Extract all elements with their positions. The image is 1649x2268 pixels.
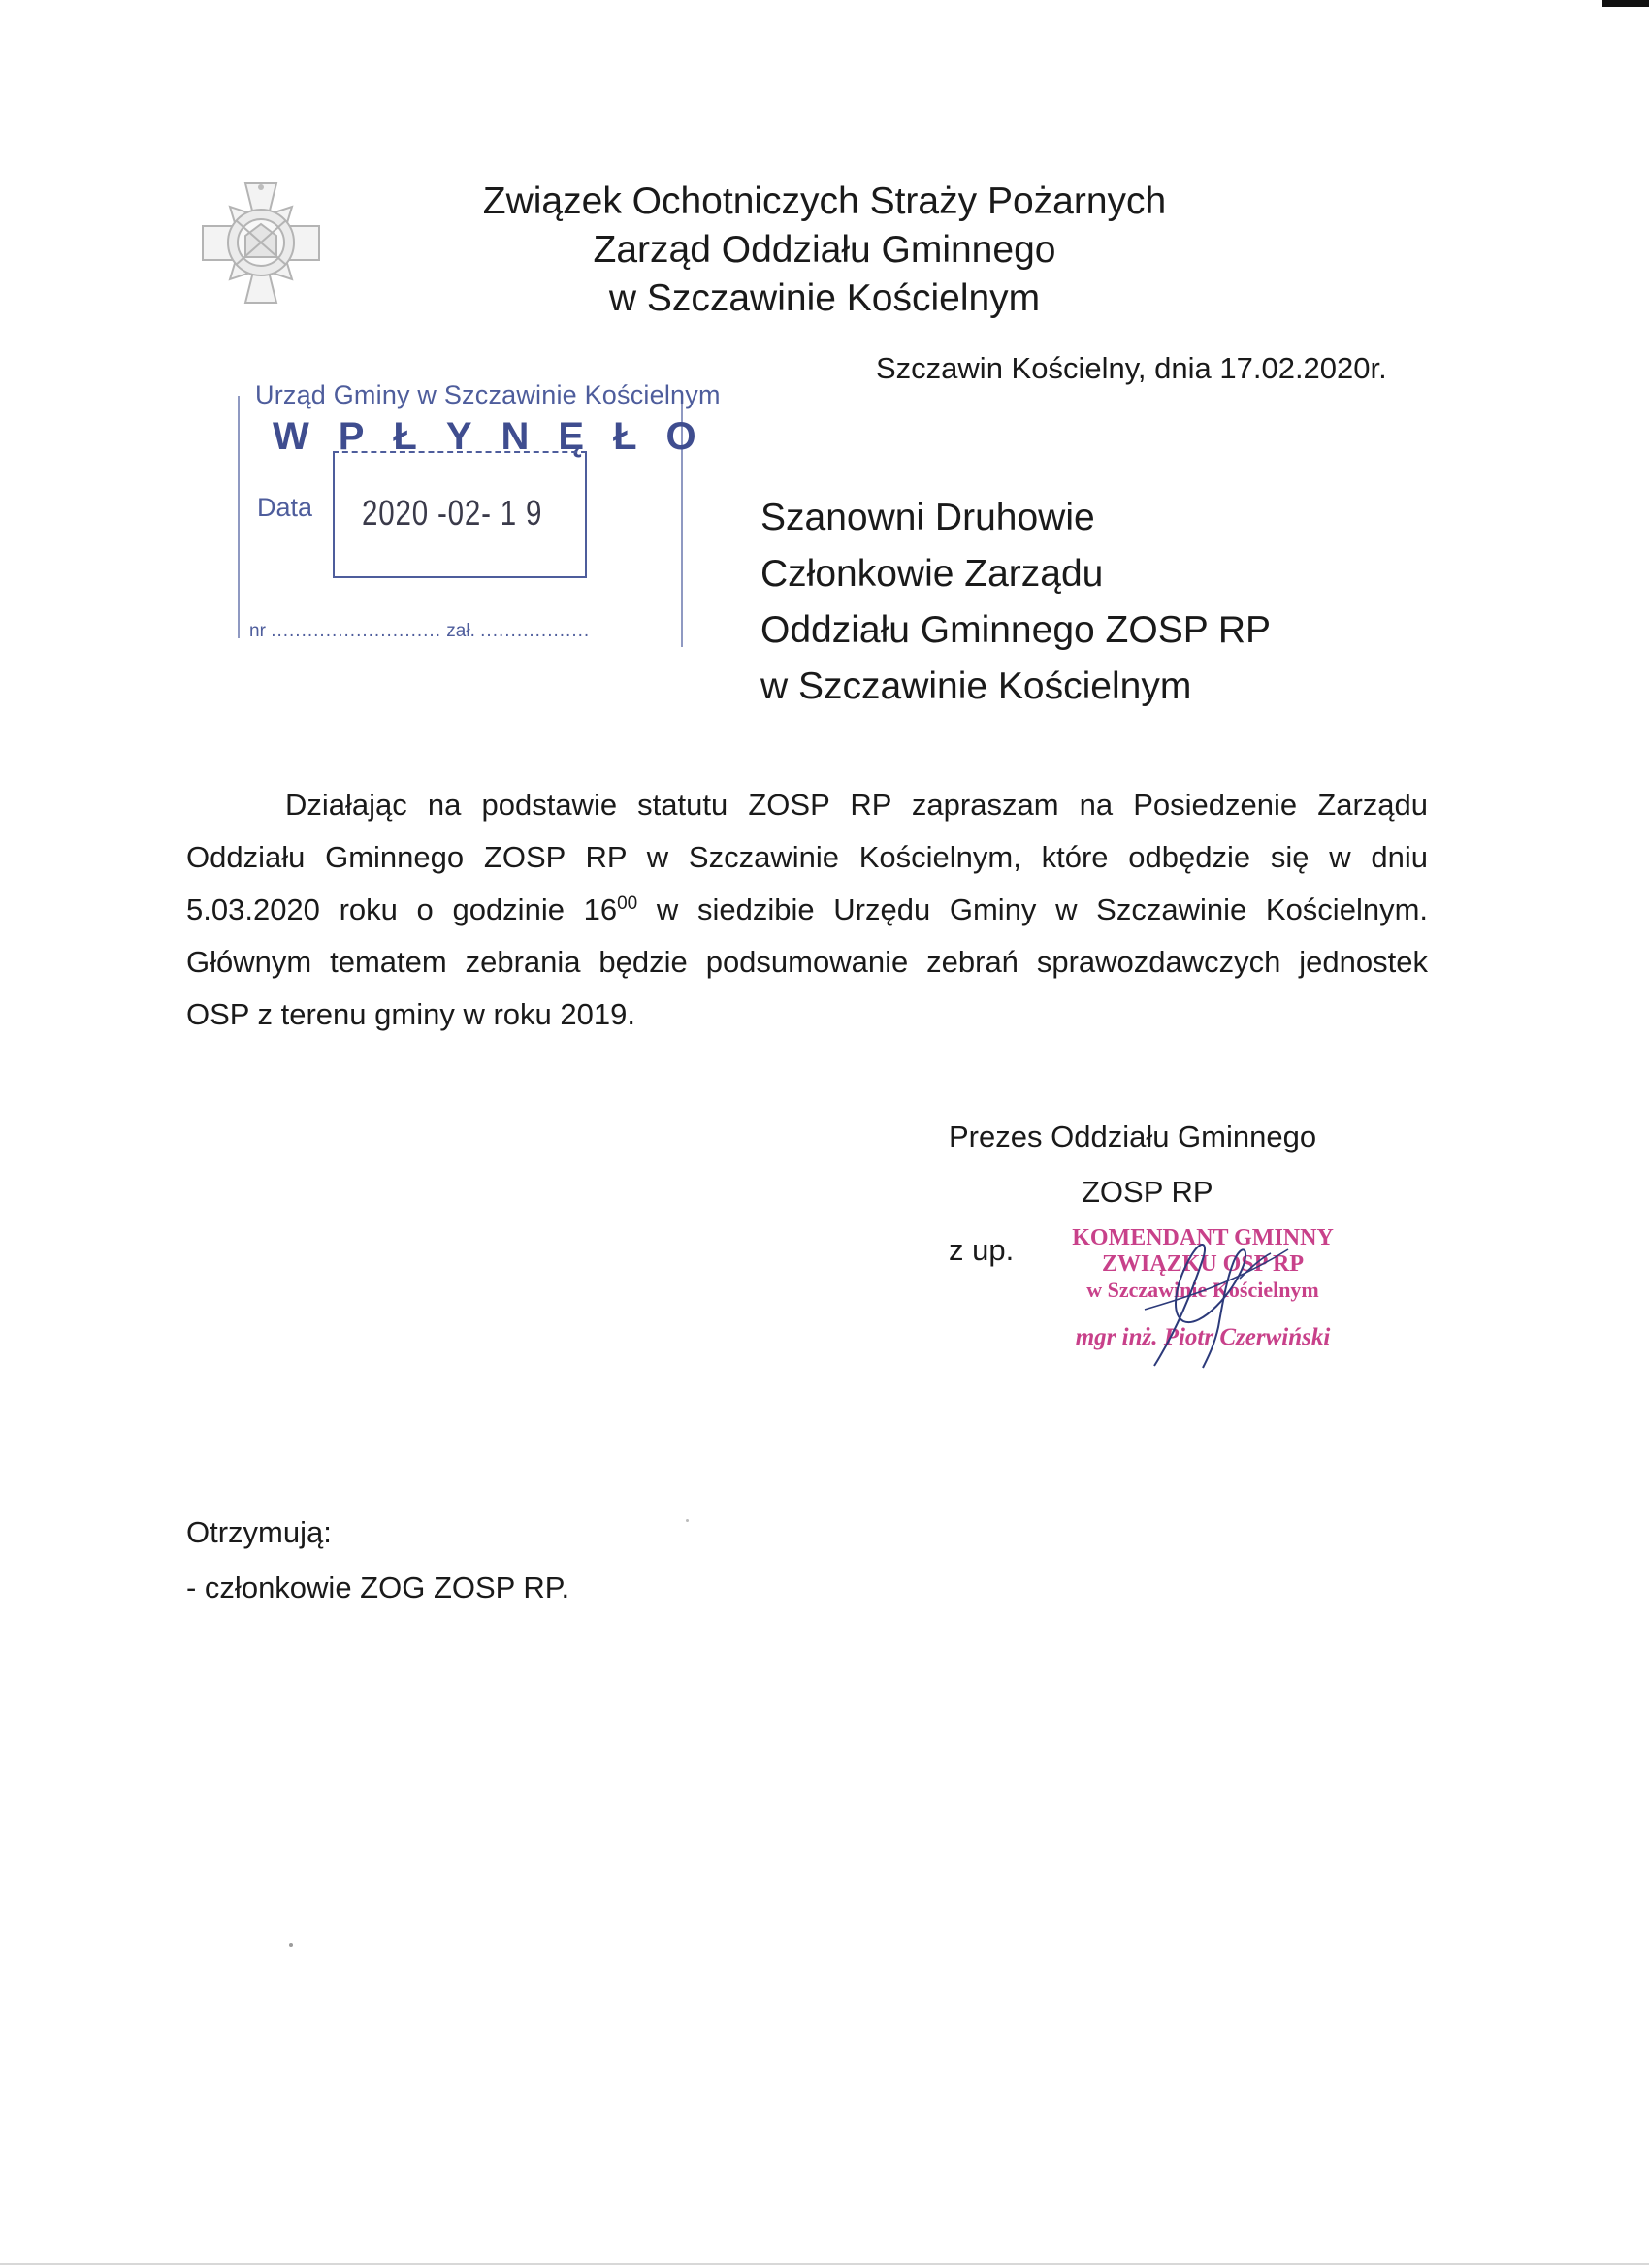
stamp-date-label: Data xyxy=(257,493,313,522)
addressee-line-1: Szanowni Druhowie xyxy=(760,497,1095,538)
stamp-nr-label: nr xyxy=(249,621,266,641)
recipient-item: - członkowie ZOG ZOSP RP. xyxy=(186,1571,570,1604)
commander-stamp-line-3: w Szczawinie Kościelnym xyxy=(1086,1278,1319,1302)
osp-emblem-icon xyxy=(197,178,325,308)
commander-stamp-name: mgr inż. Piotr Czerwiński xyxy=(1075,1324,1331,1350)
signatory-title: Prezes Oddziału Gminnego xyxy=(949,1119,1317,1153)
scan-speck xyxy=(686,1519,689,1522)
place-and-date: Szczawin Kościelny, dnia 17.02.2020r. xyxy=(876,351,1387,385)
commander-stamp-line-1: KOMENDANT GMINNY xyxy=(1072,1225,1334,1250)
addressee-line-2: Członkowie Zarządu xyxy=(760,553,1104,595)
handwritten-signature xyxy=(1125,1220,1329,1376)
letterhead-line-1: Związek Ochotniczych Straży Pożarnych xyxy=(482,180,1167,222)
stamp-nr-dots: ............................ xyxy=(271,621,441,641)
addressee-block xyxy=(760,490,1271,715)
meeting-hour: 16 xyxy=(583,892,618,926)
stamp-left-border xyxy=(238,396,240,638)
body-paragraph xyxy=(186,779,1428,1041)
stamp-reference-line xyxy=(249,621,590,642)
stamp-zal-label: zał. xyxy=(446,621,475,641)
signatory-organization: ZOSP RP xyxy=(1082,1175,1213,1209)
scan-speck xyxy=(289,1943,293,1947)
recipients-block xyxy=(186,1505,569,1615)
recipients-label: Otrzymują: xyxy=(186,1515,332,1549)
incoming-mail-stamp xyxy=(238,378,726,660)
scan-edge-mark xyxy=(1602,0,1649,7)
addressee-line-4: w Szczawinie Kościelnym xyxy=(760,665,1192,707)
stamp-date-value: 2020 -02- 1 9 xyxy=(362,493,543,533)
stamp-zal-dots: .................. xyxy=(480,621,591,641)
addressee-line-3: Oddziału Gminnego ZOSP RP xyxy=(760,609,1272,651)
commander-stamp-line-2: ZWIĄZKU OSP RP xyxy=(1101,1251,1305,1277)
stamp-office-name: Urząd Gminy w Szczawinie Kościelnym xyxy=(255,380,721,409)
stamp-received-label: WPŁYNĘŁO xyxy=(273,415,726,458)
on-behalf-label: z up. xyxy=(949,1233,1015,1267)
body-text-before-hour: Działając na podstawie statutu ZOSP RP zapraszam na Posiedzenie Zarządu Oddziału Gminnego ZOSP RP w Szczawinie Kościelnym, które odbędzie się w dniu 5.03.2020 roku o godzinie xyxy=(186,788,1428,926)
meeting-minutes: 00 xyxy=(617,893,638,914)
letterhead xyxy=(340,178,1310,323)
scan-edge-line xyxy=(0,2263,1649,2265)
letter-body xyxy=(186,779,1428,1041)
letterhead-line-3: w Szczawinie Kościelnym xyxy=(608,277,1041,319)
letterhead-line-2: Zarząd Oddziału Gminnego xyxy=(593,229,1056,271)
body-text-after-hour: w siedzibie Urzędu Gminy w Szczawinie Kościelnym. Głównym tematem zebrania będzie podsumowanie zebrań sprawozdawczych jednostek OSP z terenu gminy w roku 2019. xyxy=(186,892,1429,1031)
